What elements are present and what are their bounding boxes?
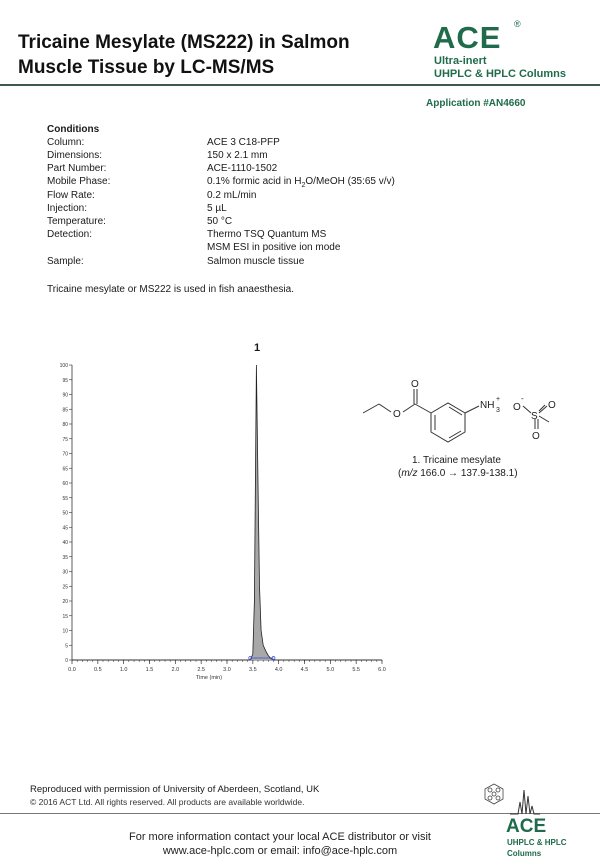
condition-label: Sample: bbox=[47, 256, 84, 267]
x-tick-label: 4.0 bbox=[274, 667, 283, 673]
permission-note: Reproduced with permission of University of Aberdeen, Scotland, UK bbox=[30, 784, 320, 795]
y-tick-label: 15 bbox=[62, 613, 68, 620]
condition-label: Part Number: bbox=[47, 163, 107, 174]
footer-ace-wordmark: ACE bbox=[506, 816, 547, 837]
sulfonate-charge: - bbox=[521, 394, 524, 403]
title-line-2: Muscle Tissue by LC-MS/MS bbox=[18, 57, 275, 78]
copyright-note: © 2016 ACT Ltd. All rights reserved. All products are available worldwide. bbox=[30, 797, 305, 807]
ammonium-label: NH bbox=[480, 400, 495, 411]
y-tick-label: 5 bbox=[65, 643, 68, 650]
chromatogram-trace bbox=[72, 365, 382, 660]
application-id: AN4660 bbox=[488, 98, 526, 109]
y-tick-label: 40 bbox=[62, 540, 68, 546]
condition-value: 5 µL bbox=[207, 203, 227, 214]
compound-name: 1. Tricaine mesylate bbox=[412, 455, 501, 466]
y-tick-label: 90 bbox=[62, 392, 68, 399]
contact-line-2: www.ace-hplc.com or email: info@ace-hplc.com bbox=[162, 845, 398, 857]
condition-label: Temperature: bbox=[47, 216, 106, 227]
y-tick-label: 0 bbox=[65, 658, 68, 664]
x-tick-label: 2.0 bbox=[171, 667, 180, 673]
condition-label: Dimensions: bbox=[47, 150, 103, 161]
y-tick-label: 80 bbox=[62, 422, 68, 428]
condition-value: 50 °C bbox=[207, 216, 233, 227]
y-tick-label: 85 bbox=[62, 407, 68, 414]
sulfonate-oxygen-label: O bbox=[513, 402, 521, 413]
condition-value: 0.2 mL/min bbox=[207, 190, 257, 201]
footer-logo-tagline-2: Columns bbox=[507, 849, 542, 858]
x-tick-label: 1.0 bbox=[119, 667, 128, 673]
condition-label: Mobile Phase: bbox=[47, 176, 111, 187]
ester-oxygen-label: O bbox=[393, 409, 401, 420]
condition-value: 150 x 2.1 mm bbox=[207, 150, 268, 161]
y-tick-label: 75 bbox=[62, 436, 68, 443]
y-tick-label: 35 bbox=[62, 554, 68, 561]
header-divider bbox=[0, 84, 600, 86]
description-text: Tricaine mesylate or MS222 is used in fish anaesthesia. bbox=[47, 284, 294, 295]
sulfur-label: S bbox=[531, 411, 538, 422]
title-line-1: Tricaine Mesylate (MS222) in Salmon bbox=[18, 32, 350, 53]
y-tick-label: 30 bbox=[62, 569, 68, 576]
mz-open: ( bbox=[398, 468, 402, 479]
condition-label: Detection: bbox=[47, 229, 93, 240]
conditions-heading: Conditions bbox=[47, 124, 100, 135]
condition-value: ACE 3 C18-PFP bbox=[207, 137, 280, 148]
footer-logo-tagline-1: UHPLC & HPLC bbox=[507, 838, 567, 847]
chromatogram bbox=[40, 340, 390, 685]
sulfonyl-oxygen-label: O bbox=[548, 400, 556, 411]
condition-value: Salmon muscle tissue bbox=[207, 256, 305, 267]
y-tick-label: 25 bbox=[62, 584, 68, 591]
ammonium-subscript: 3 bbox=[496, 407, 500, 414]
sulfonyl-oxygen-label-2: O bbox=[532, 431, 540, 442]
y-tick-label: 100 bbox=[59, 363, 68, 369]
mz-transition: 166.0 → 137.9-138.1) bbox=[417, 468, 518, 479]
x-tick-label: 0.5 bbox=[94, 667, 102, 673]
x-tick-label: 0.0 bbox=[68, 667, 76, 673]
logo-tagline-2: UHPLC & HPLC Columns bbox=[434, 68, 566, 80]
mobile-phase-text: 0.1% formic acid in H bbox=[207, 176, 302, 187]
condition-value: Thermo TSQ Quantum MS bbox=[207, 229, 327, 240]
mobile-phase-text-end: O/MeOH (35:65 v/v) bbox=[305, 176, 395, 187]
y-tick-label: 50 bbox=[62, 510, 68, 517]
y-tick-label: 95 bbox=[62, 377, 68, 384]
peak-area bbox=[72, 365, 382, 660]
x-tick-label: 4.5 bbox=[300, 667, 309, 673]
x-tick-label: 3.0 bbox=[223, 667, 231, 673]
mobile-phase-subscript: 2 bbox=[301, 182, 306, 189]
x-tick-label: 6.0 bbox=[378, 667, 386, 673]
x-tick-label: 1.5 bbox=[145, 667, 154, 673]
tricaine-mesylate-structure bbox=[355, 375, 565, 455]
carbonyl-oxygen-label: O bbox=[411, 379, 419, 390]
ammonium-charge: + bbox=[496, 396, 501, 403]
page-title bbox=[18, 30, 350, 80]
x-tick-label: 5.5 bbox=[352, 667, 360, 673]
x-tick-label: 3.5 bbox=[249, 667, 257, 673]
y-tick-label: 20 bbox=[62, 599, 68, 605]
registered-mark: ® bbox=[514, 19, 521, 29]
condition-value: MSM ESI in positive ion mode bbox=[207, 242, 341, 253]
y-tick-label: 60 bbox=[62, 481, 68, 487]
logo-tagline-1: Ultra-inert bbox=[434, 55, 487, 67]
peak-label: 1 bbox=[254, 342, 261, 354]
ace-logo-wordmark: ACE bbox=[433, 20, 502, 55]
x-tick-label: 5.0 bbox=[326, 667, 335, 673]
condition-label: Column: bbox=[47, 137, 85, 148]
x-tick-label: 2.5 bbox=[197, 667, 205, 673]
compound-transition bbox=[398, 468, 518, 479]
contact-line-1: For more information contact your local ACE distributor or visit bbox=[128, 831, 431, 843]
y-tick-label: 10 bbox=[62, 628, 68, 635]
y-tick-label: 45 bbox=[62, 525, 68, 532]
y-tick-label: 55 bbox=[62, 495, 68, 502]
condition-label: Injection: bbox=[47, 203, 88, 214]
condition-value: ACE-1110-1502 bbox=[207, 163, 278, 174]
mz-italic: m/z bbox=[401, 468, 418, 479]
application-label: Application # bbox=[426, 98, 489, 109]
ace-column-logo-icon bbox=[476, 776, 556, 818]
y-tick-label: 65 bbox=[62, 466, 68, 473]
x-axis-title: Time (min) bbox=[195, 675, 223, 681]
y-tick-label: 70 bbox=[62, 451, 68, 458]
condition-label: Flow Rate: bbox=[47, 190, 95, 201]
application-number bbox=[426, 98, 526, 109]
